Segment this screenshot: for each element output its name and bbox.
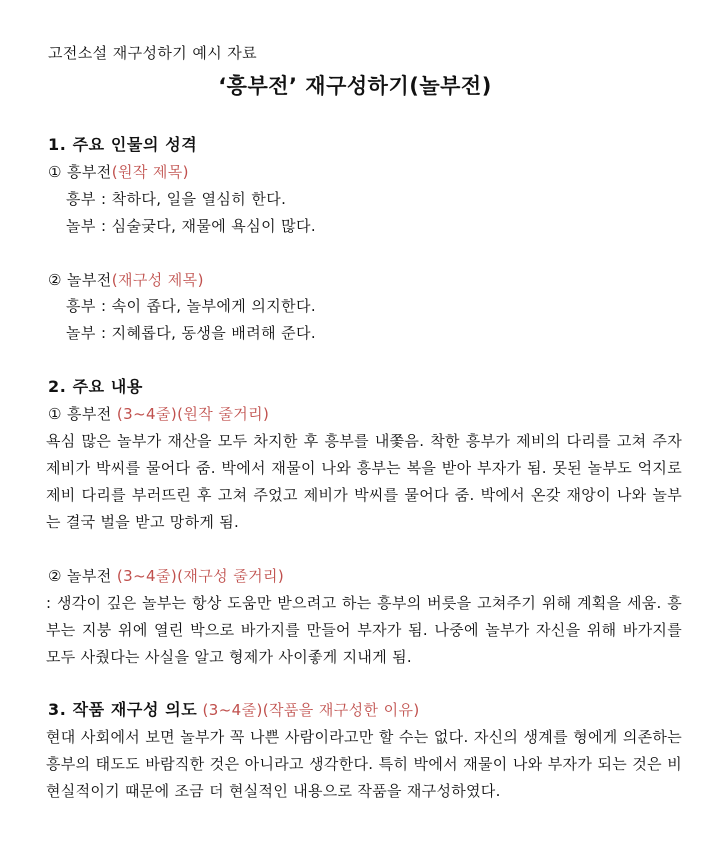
item-marker: ① (48, 163, 62, 181)
intent-paragraph: 현대 사회에서 보면 놀부가 꼭 나쁜 사람이라고만 할 수는 없다. 자신의 생계를 형에게 의존하는 흥부의 태도도 바람직한 것은 아니라고 생각한다. 특히 박에서 재물이 나와 부자가 되는 것은 비현실적이기 때문에 조금 더 현실적인 내용으로 작품을 재구성하였다. (46, 728, 682, 800)
section-1-heading: 1. 주요 인물의 성격 (48, 135, 198, 154)
section-2-sub-1-heading (48, 404, 269, 424)
sub-heading-label: 놀부전 (67, 271, 112, 289)
sub-heading-note: (재구성 제목) (111, 271, 204, 289)
sub-heading-label: 흥부전 (67, 405, 117, 423)
item-marker: ① (48, 405, 62, 423)
sub-heading-note: (3~4줄)(재구성 줄거리) (116, 567, 285, 585)
character-line-nolbu: 놀부 : 심술궂다, 재물에 욕심이 많다. (66, 217, 317, 235)
document-caption: 고전소설 재구성하기 예시 자료 (48, 44, 258, 62)
section-2-sub-2-heading (48, 566, 284, 586)
sub-heading-note: (3~4줄)(원작 줄거리) (116, 405, 270, 423)
sub-heading-label: 놀부전 (67, 567, 117, 585)
document-title: ‘흥부전’ 재구성하기(놀부전) (218, 74, 492, 98)
original-plot-paragraph: 욕심 많은 놀부가 재산을 모두 차지한 후 흥부를 내쫓음. 착한 흥부가 제비의 다리를 고쳐 주자 제비가 박씨를 물어다 줌. 박에서 재물이 나와 흥부는 복을 받아 부자가 됨. 못된 놀부도 억지로 제비 다리를 부러뜨린 후 고쳐 주었고 제비가 박씨를 물어다 줌. 박에서 온갖 재앙이 나와 놀부는 결국 벌을 받고 망하게 됨. (46, 432, 682, 531)
section-3-note: (3~4줄)(작품을 재구성한 이유) (202, 701, 420, 719)
section-3-heading: 3. 작품 재구성 의도 (48, 700, 198, 719)
section-1-sub-2-heading (48, 270, 204, 290)
section-1-sub-1-heading (48, 162, 189, 182)
sub-heading-label: 흥부전 (67, 163, 112, 181)
item-marker: ② (48, 567, 62, 585)
section-3-heading-row (48, 700, 420, 720)
rewritten-plot-paragraph: : 생각이 깊은 놀부는 항상 도움만 받으려고 하는 흥부의 버릇을 고쳐주기 위해 계획을 세움. 흥부는 지붕 위에 열린 박으로 바가지를 만들어 부자가 됨. 나중에 놀부가 자신을 위해 바가지를 모두 사줬다는 사실을 알고 형제가 사이좋게 지내게 됨. (46, 594, 682, 666)
section-2-heading: 2. 주요 내용 (48, 377, 143, 396)
item-marker: ② (48, 271, 62, 289)
character-line-nolbu-rewrite: 놀부 : 지혜롭다, 동생을 배려해 준다. (66, 324, 317, 342)
character-line-heungbu: 흥부 : 착하다, 일을 열심히 한다. (66, 190, 287, 208)
character-line-heungbu-rewrite: 흥부 : 속이 좁다, 놀부에게 의지한다. (66, 297, 317, 315)
sub-heading-note: (원작 제목) (111, 163, 189, 181)
